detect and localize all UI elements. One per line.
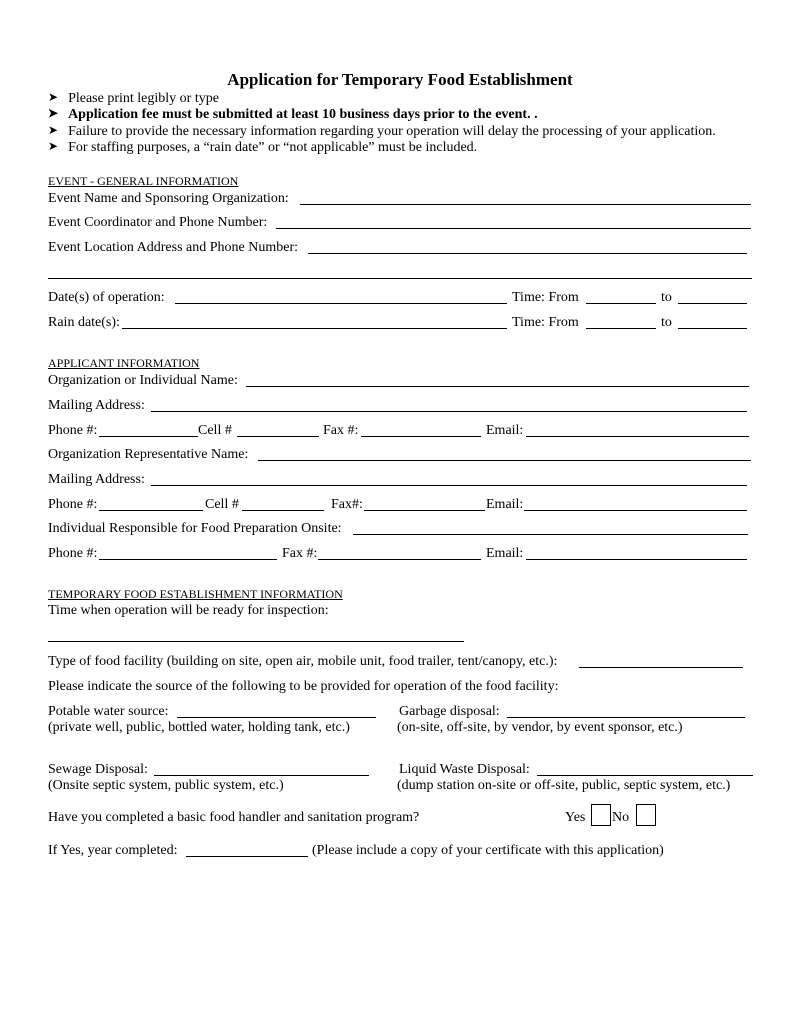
facility-type-field[interactable]: [579, 667, 743, 668]
bullet-item: ➤ Please print legibly or type: [48, 90, 219, 106]
phone-field[interactable]: [99, 436, 198, 437]
certificate-note: (Please include a copy of your certificate with this application): [312, 843, 664, 858]
rep-phone-label: Phone #:: [48, 497, 98, 512]
garbage-disposal-hint: (on-site, off-site, by vendor, by event sponsor, etc.): [397, 720, 683, 735]
potable-water-hint: (private well, public, bottled water, holding tank, etc.): [48, 720, 350, 735]
food-prep-email-field[interactable]: [526, 559, 747, 560]
rep-phone-field[interactable]: [99, 510, 203, 511]
no-checkbox[interactable]: [636, 804, 656, 826]
food-prep-phone-label: Phone #:: [48, 546, 98, 561]
section-header-applicant: APPLICANT INFORMATION: [48, 356, 200, 370]
event-coordinator-field[interactable]: [276, 228, 751, 229]
sewage-disposal-label: Sewage Disposal:: [48, 762, 148, 777]
section-header-event: EVENT - GENERAL INFORMATION: [48, 174, 239, 188]
rain-date-field[interactable]: [122, 328, 507, 329]
email-field[interactable]: [526, 436, 749, 437]
event-location-field[interactable]: [308, 253, 747, 254]
garbage-disposal-field[interactable]: [507, 717, 745, 718]
event-location-field-line2[interactable]: [48, 278, 752, 279]
rep-cell-label: Cell #: [205, 497, 239, 512]
rep-fax-label: Fax#:: [331, 497, 363, 512]
cell-field[interactable]: [237, 436, 319, 437]
liquid-waste-hint: (dump station on-site or off-site, public, septic system, etc.): [397, 778, 731, 793]
bullet-item: ➤ Failure to provide the necessary information regarding your operation will delay the processing of your application.: [48, 123, 716, 139]
yes-label: Yes: [565, 810, 586, 825]
facility-type-label: Type of food facility (building on site, open air, mobile unit, food trailer, tent/canopy, etc.):: [48, 654, 558, 669]
time-from-label: Time: From: [512, 290, 579, 305]
inspection-time-field[interactable]: [48, 641, 464, 642]
cell-label: Cell #: [198, 423, 232, 438]
rep-mailing-address-label: Mailing Address:: [48, 472, 145, 487]
event-name-field[interactable]: [300, 204, 751, 205]
sewage-disposal-field[interactable]: [154, 775, 369, 776]
potable-water-label: Potable water source:: [48, 704, 169, 719]
yes-checkbox[interactable]: [591, 804, 611, 826]
inspection-time-label: Time when operation will be ready for inspection:: [48, 603, 329, 618]
dates-label: Date(s) of operation:: [48, 290, 165, 305]
rain-date-label: Rain date(s):: [48, 315, 120, 330]
food-prep-email-label: Email:: [486, 546, 524, 561]
rep-email-field[interactable]: [524, 510, 747, 511]
phone-label: Phone #:: [48, 423, 98, 438]
time-to-label: to: [661, 290, 672, 305]
food-prep-fax-label: Fax #:: [282, 546, 318, 561]
rep-email-label: Email:: [486, 497, 524, 512]
dates-field[interactable]: [175, 303, 507, 304]
time-from-field[interactable]: [586, 303, 656, 304]
rep-name-field[interactable]: [258, 460, 751, 461]
rain-time-from-label: Time: From: [512, 315, 579, 330]
rep-mailing-address-field[interactable]: [151, 485, 747, 486]
fax-field[interactable]: [361, 436, 481, 437]
mailing-address-field[interactable]: [151, 411, 747, 412]
food-prep-fax-field[interactable]: [318, 559, 481, 560]
sewage-disposal-hint: (Onsite septic system, public system, etc.): [48, 778, 284, 793]
food-prep-label: Individual Responsible for Food Preparation Onsite:: [48, 521, 342, 536]
page-title: Application for Temporary Food Establishment: [227, 70, 573, 89]
rep-name-label: Organization Representative Name:: [48, 447, 249, 462]
potable-water-field[interactable]: [177, 717, 376, 718]
arrow-bullet-icon: ➤: [48, 90, 59, 104]
year-completed-field[interactable]: [186, 856, 308, 857]
event-name-label: Event Name and Sponsoring Organization:: [48, 191, 289, 206]
liquid-waste-field[interactable]: [537, 775, 753, 776]
rain-time-to-label: to: [661, 315, 672, 330]
fax-label: Fax #:: [323, 423, 359, 438]
bullet-item: ➤ For staffing purposes, a “rain date” or “not applicable” must be included.: [48, 139, 478, 155]
food-handler-question: Have you completed a basic food handler and sanitation program?: [48, 810, 420, 825]
liquid-waste-label: Liquid Waste Disposal:: [399, 762, 530, 777]
garbage-disposal-label: Garbage disposal:: [399, 704, 500, 719]
arrow-bullet-icon: ➤: [48, 106, 59, 120]
food-prep-phone-field[interactable]: [99, 559, 277, 560]
source-intro-text: Please indicate the source of the following to be provided for operation of the food facility:: [48, 679, 559, 694]
rain-time-from-field[interactable]: [586, 328, 656, 329]
rep-cell-field[interactable]: [242, 510, 324, 511]
arrow-bullet-icon: ➤: [48, 139, 59, 153]
arrow-bullet-icon: ➤: [48, 123, 59, 137]
rain-time-to-field[interactable]: [678, 328, 747, 329]
no-label: No: [612, 810, 630, 825]
email-label: Email:: [486, 423, 524, 438]
bullet-item: ➤ Application fee must be submitted at least 10 business days prior to the event. .: [48, 106, 538, 122]
mailing-address-label: Mailing Address:: [48, 398, 145, 413]
org-name-label: Organization or Individual Name:: [48, 373, 238, 388]
event-coordinator-label: Event Coordinator and Phone Number:: [48, 215, 268, 230]
time-to-field[interactable]: [678, 303, 747, 304]
year-completed-label: If Yes, year completed:: [48, 843, 178, 858]
food-prep-field[interactable]: [353, 534, 748, 535]
rep-fax-field[interactable]: [364, 510, 485, 511]
event-location-label: Event Location Address and Phone Number:: [48, 240, 299, 255]
org-name-field[interactable]: [246, 386, 749, 387]
section-header-tfe: TEMPORARY FOOD ESTABLISHMENT INFORMATION: [48, 587, 343, 601]
